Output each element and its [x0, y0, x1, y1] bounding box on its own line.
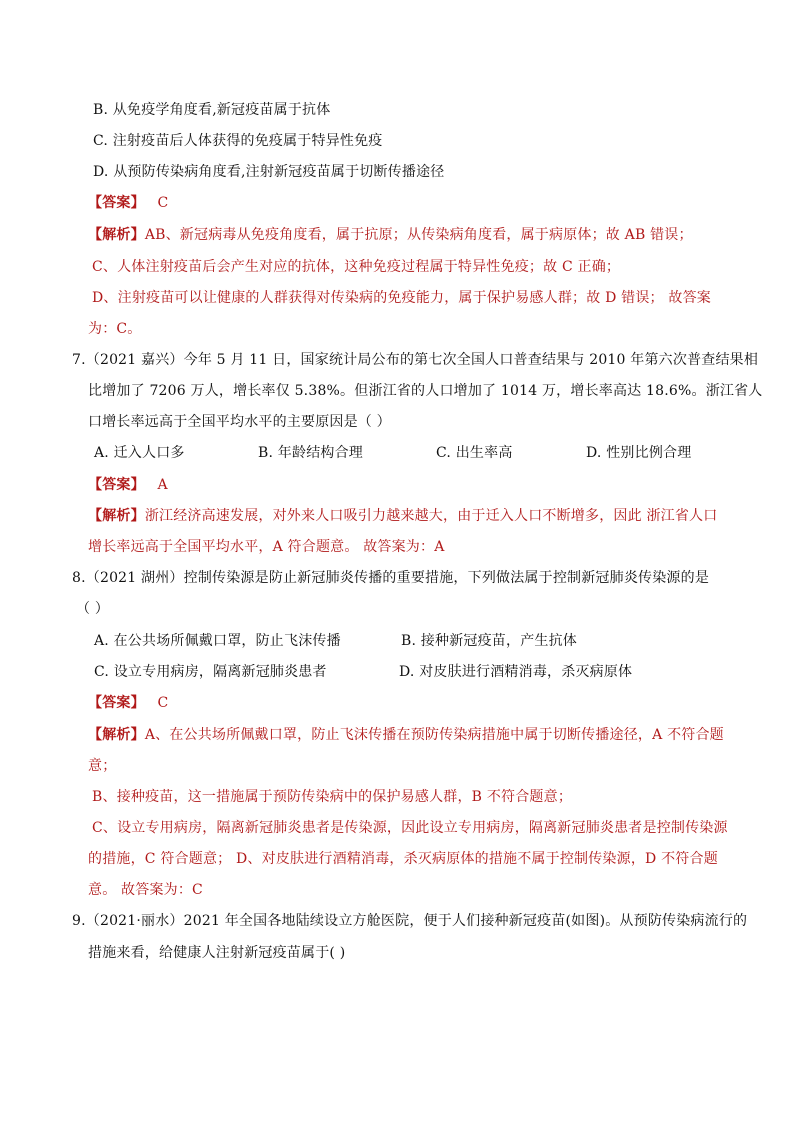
q8-answer-line [88, 693, 168, 713]
q6-analysis-line-1 [88, 225, 693, 245]
q6-analysis-line-2: C、人体注射疫苗后会产生对应的抗体，这种免疫过程属于特异性免疫；故 C 正确； [92, 259, 621, 275]
q8-analysis-line-1 [88, 725, 724, 745]
q8-analysis-line-5: 的措施，C 符合题意； D、对皮肤进行酒精消毒，杀灭病原体的措施不属于控制传染源，D 不符合题 [88, 851, 718, 867]
q6-answer-line [88, 193, 168, 213]
q7-analysis-line-2: 增长率远高于全国平均水平，A 符合题意。 故答案为：A [88, 539, 445, 555]
q7-stem-line-2: 比增加了 7206 万人，增长率仅 5.38%。但浙江省的人口增加了 1014 万，增长率高达 18.6%。浙江省人 [88, 383, 763, 399]
q8-option-d: D. 对皮肤进行酒精消毒，杀灭病原体 [399, 664, 633, 680]
q7-option-d: D. 性别比例合理 [586, 445, 692, 461]
q8-stem-line-2: （ ） [76, 601, 110, 617]
q6-option-c: C. 注射疫苗后人体获得的免疫属于特异性免疫 [93, 133, 383, 149]
q7-stem-line-3: 口增长率远高于全国平均水平的主要原因是（ ） [88, 414, 391, 430]
q8-options-row-1 [94, 631, 577, 651]
analysis-text: 浙江经济高速发展，对外来人口吸引力越来越大，由于迁入人口不断增多，因此 浙江省人口 [144, 508, 718, 524]
q7-analysis-line-1 [88, 506, 717, 526]
q8-analysis-line-3: B、接种疫苗，这一措施属于预防传染病中的保护易感人群，B 不符合题意； [92, 789, 573, 805]
q9-stem-line-2: 措施来看，给健康人注射新冠疫苗属于( ) [88, 945, 346, 961]
answer-tag: 【答案】 [88, 695, 145, 711]
q6-analysis-line-4: 为：C。 [88, 321, 142, 337]
answer-tag: 【答案】 [88, 477, 145, 493]
q8-option-a: A. 在公共场所佩戴口罩，防止飞沫传播 [94, 633, 341, 649]
analysis-tag: 【解析】 [88, 508, 145, 524]
q8-analysis-line-2: 意； [88, 758, 117, 774]
q7-options [94, 443, 691, 463]
q6-option-d: D. 从预防传染病角度看,注射新冠疫苗属于切断传播途径 [93, 164, 445, 180]
q8-analysis-line-4: C、设立专用病房，隔离新冠肺炎患者是传染源，因此设立专用病房，隔离新冠肺炎患者是控制传染源 [92, 820, 728, 836]
q8-option-b: B. 接种新冠疫苗，产生抗体 [401, 633, 577, 649]
q7-option-c: C. 出生率高 [436, 445, 513, 461]
q7-answer-line [88, 475, 168, 495]
q7-option-a: A. 迁入人口多 [94, 445, 185, 461]
analysis-tag: 【解析】 [88, 727, 145, 743]
q7-stem-line-1: 7.（2021 嘉兴）今年 5 月 11 日，国家统计局公布的第七次全国人口普查结果与 2010 年第六次普查结果相 [72, 352, 759, 368]
answer-value: C [157, 695, 169, 711]
answer-tag: 【答案】 [88, 195, 145, 211]
analysis-text: AB、新冠病毒从免疫角度看，属于抗原；从传染病角度看，属于病原体；故 AB 错误； [144, 227, 693, 243]
analysis-tag: 【解析】 [88, 227, 145, 243]
q8-stem-line-1: 8.（2021 湖州）控制传染源是防止新冠肺炎传播的重要措施，下列做法属于控制新冠肺炎传染源的是 [72, 570, 710, 586]
answer-value: C [157, 195, 169, 211]
answer-value: A [157, 477, 168, 493]
q6-option-b: B. 从免疫学角度看,新冠疫苗属于抗体 [93, 102, 331, 118]
analysis-text: A、在公共场所佩戴口罩，防止飞沫传播在预防传染病措施中属于切断传播途径，A 不符合题 [144, 727, 724, 743]
q8-options-row-2 [94, 662, 632, 682]
q6-analysis-line-3: D、注射疫苗可以让健康的人群获得对传染病的免疫能力，属于保护易感人群；故 D 错误； 故答案 [92, 290, 711, 306]
q8-analysis-line-6: 意。 故答案为：C [88, 882, 203, 898]
q9-stem-line-1: 9.（2021·丽水）2021 年全国各地陆续设立方舱医院，便于人们接种新冠疫苗(如图)。从预防传染病流行的 [72, 913, 748, 929]
q8-option-c: C. 设立专用病房，隔离新冠肺炎患者 [94, 664, 327, 680]
q7-option-b: B. 年龄结构合理 [258, 445, 363, 461]
